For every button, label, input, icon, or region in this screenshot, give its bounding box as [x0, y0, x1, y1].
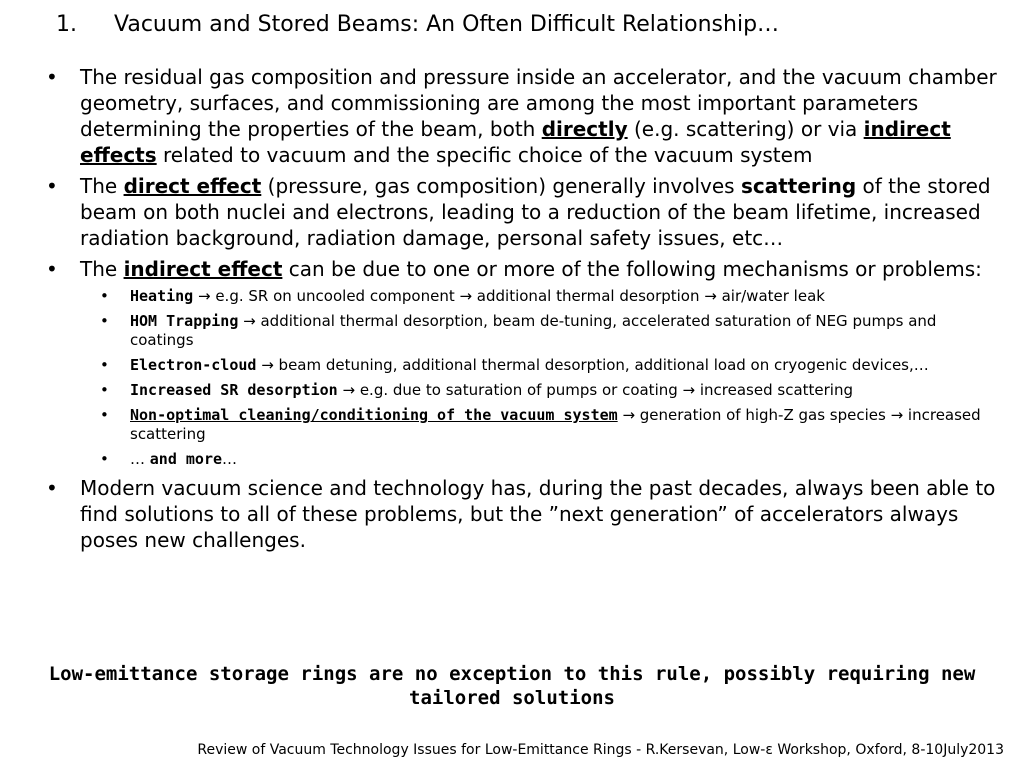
slide-title [56, 12, 779, 37]
bullet-vacuum-parameters [0, 64, 1000, 168]
bullet-modern-vacuum [0, 475, 1000, 553]
bullet-list [0, 64, 1000, 558]
sub-item-text: → e.g. SR on uncooled component → additional thermal desorption → air/water leak [193, 287, 825, 305]
keyword-indirect-effects: indirect effects [80, 117, 951, 167]
bullet-direct-effect [0, 173, 1000, 251]
sub-item-key: Increased SR desorption [130, 381, 338, 399]
sub-item-sr-desorption [80, 381, 1000, 400]
sub-item-key: Electron-cloud [130, 356, 257, 374]
bullet-text: (pressure, gas composition) generally involves [261, 174, 741, 198]
sub-item-cleaning [80, 406, 1000, 444]
sub-item-text: → additional thermal desorption, beam de-tuning, accelerated saturation of NEG pumps and coatings [130, 312, 937, 349]
sub-item-suffix: … [222, 450, 238, 468]
mechanism-list [80, 287, 1000, 469]
sub-item-key: Heating [130, 287, 194, 305]
bullet-indirect-effect [0, 256, 1000, 469]
sub-item-prefix: … [130, 450, 150, 468]
sub-item-hom-trapping [80, 312, 1000, 350]
conclusion-text: Low-emittance storage rings are no exception to this rule, possibly requiring new tailored solutions [48, 663, 976, 709]
bullet-text: of the stored beam on both nuclei and electrons, leading to a reduction of the beam lifetime, increased radiation background, radiation damage, personal safety issues, etc… [80, 174, 991, 250]
sub-item-key: Non-optimal cleaning/conditioning of the vacuum system [130, 406, 618, 424]
title-text: Vacuum and Stored Beams: An Often Difficult Relationship… [114, 12, 780, 37]
keyword-direct-effect: direct effect [123, 174, 262, 198]
footer-citation: Review of Vacuum Technology Issues for Low-Emittance Rings - R.Kersevan, Low-ε Workshop, Oxford, 8-10July2013 [197, 742, 1004, 758]
bullet-text: The [80, 174, 124, 198]
sub-item-heating [80, 287, 1000, 306]
keyword-directly: directly [541, 117, 628, 141]
bullet-text: Modern vacuum science and technology has, during the past decades, always been able to find solutions to all of these problems, but the ”next generation” of accelerators always poses new challenges. [80, 476, 996, 552]
bullet-text: (e.g. scattering) or via [627, 117, 864, 141]
sub-item-key: and more [149, 450, 223, 468]
keyword-indirect-effect: indirect effect [123, 257, 283, 281]
sub-item-text: → e.g. due to saturation of pumps or coating → increased scattering [337, 381, 853, 399]
sub-item-text: → beam detuning, additional thermal desorption, additional load on cryogenic devices,… [256, 356, 929, 374]
bullet-text: can be due to one or more of the following mechanisms or problems: [282, 257, 982, 281]
title-number: 1. [56, 12, 77, 37]
bullet-text: The residual gas composition and pressure inside an accelerator, and the vacuum chamber geometry, surfaces, and commissioning are among the most important parameters determining the properties of the beam, both [80, 65, 997, 141]
sub-item-and-more [80, 450, 1000, 469]
sub-item-electron-cloud [80, 356, 1000, 375]
keyword-scattering: scattering [740, 174, 857, 198]
bullet-text: The [80, 257, 124, 281]
sub-item-text: → generation of high-Z gas species → increased scattering [130, 406, 981, 443]
bullet-text: related to vacuum and the specific choice of the vacuum system [156, 143, 813, 167]
sub-item-key: HOM Trapping [130, 312, 239, 330]
